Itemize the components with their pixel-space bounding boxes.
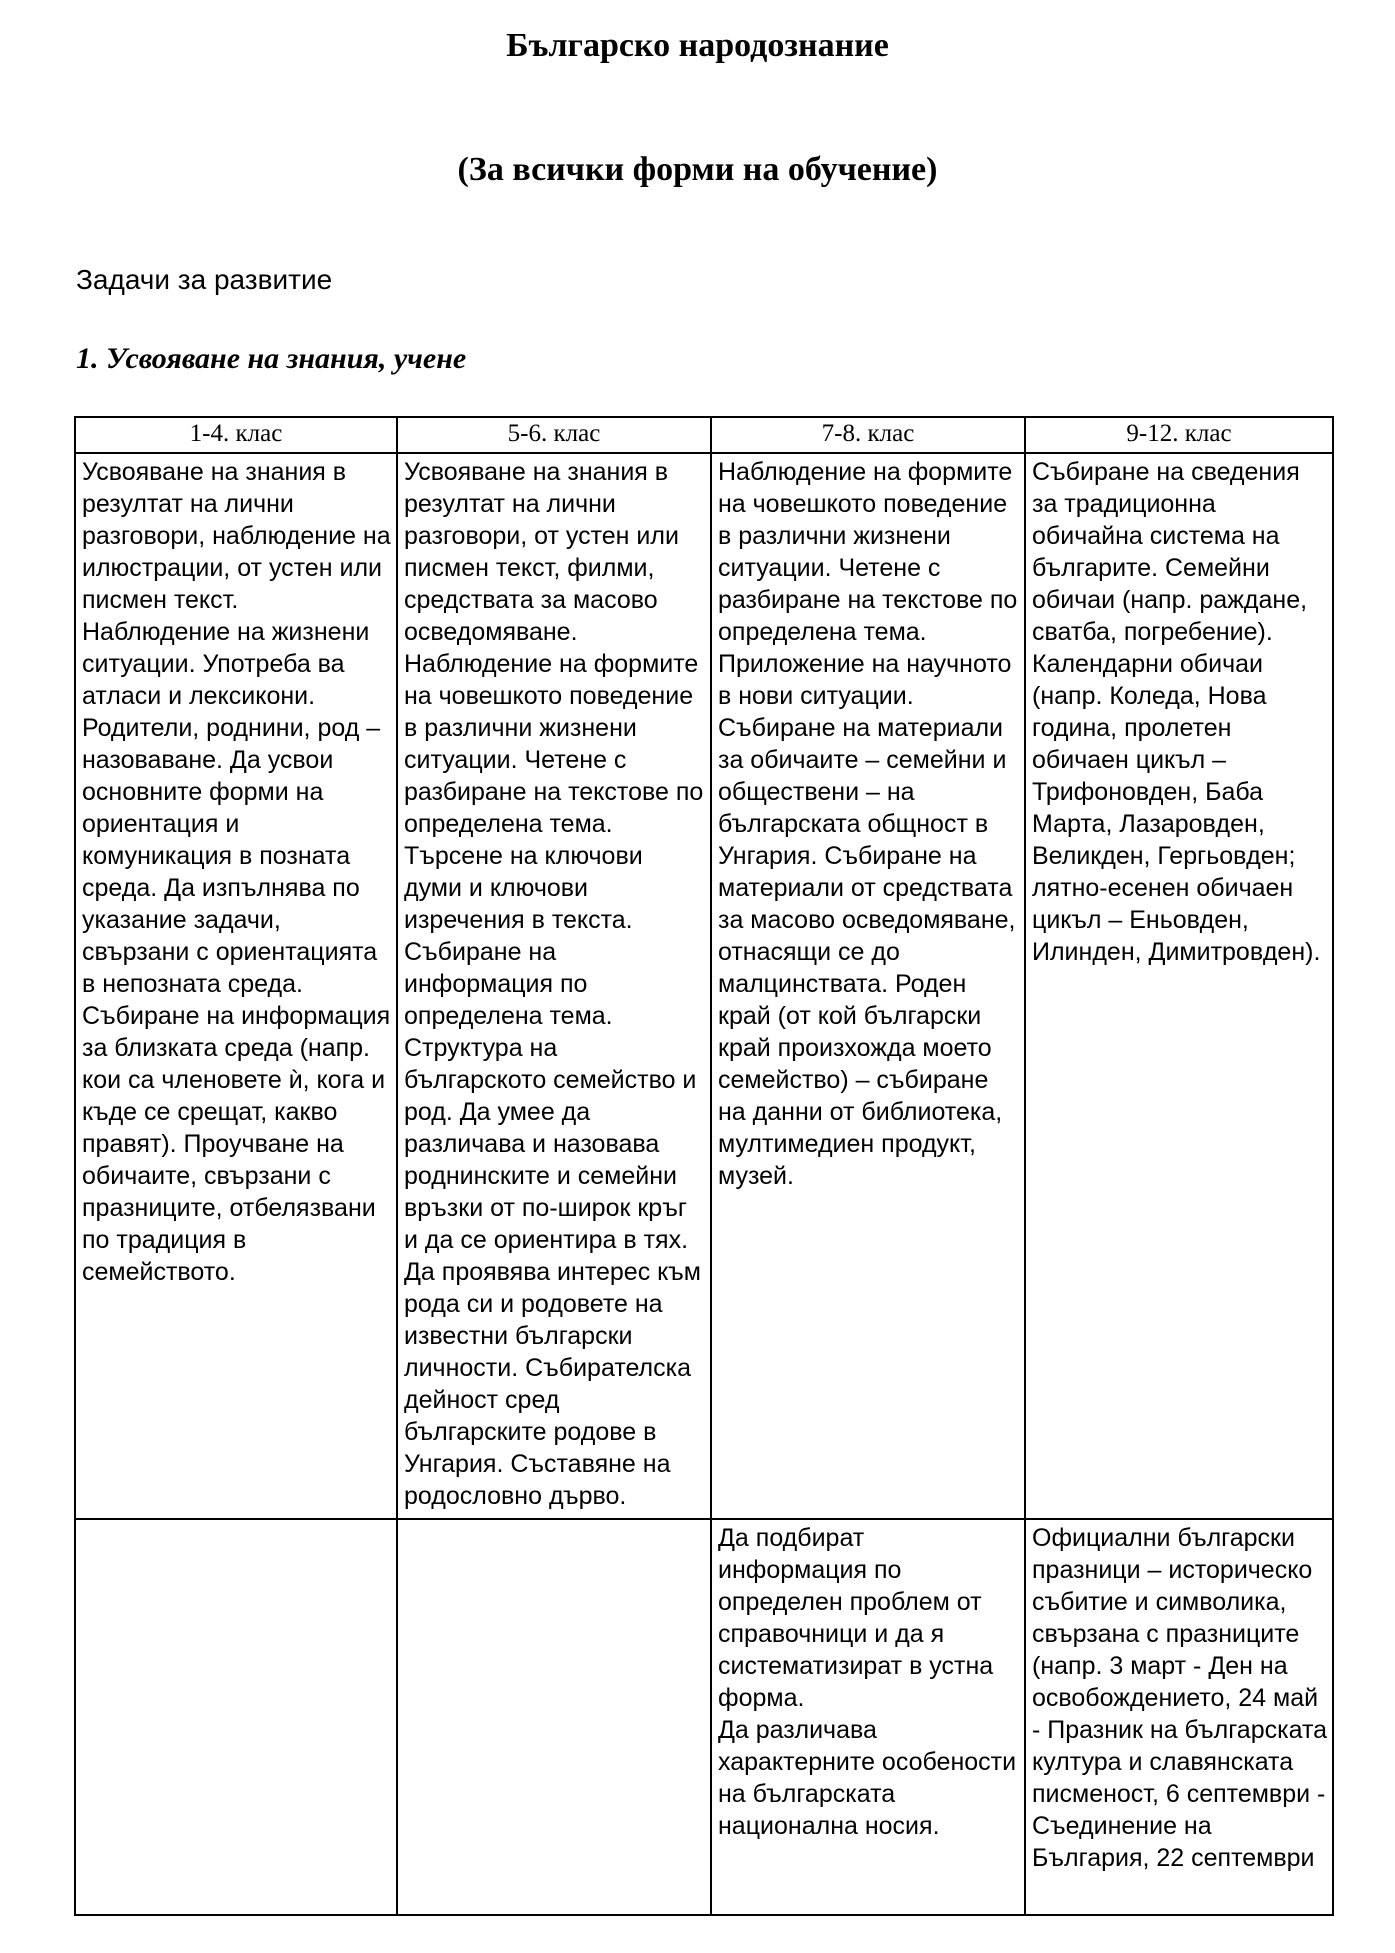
cell-grade-5-6 — [397, 1519, 711, 1915]
document-title: Българско народознание — [506, 27, 889, 64]
header-grade-1-4: 1-4. клас — [75, 417, 397, 453]
header-grade-5-6: 5-6. клас — [397, 417, 711, 453]
cell-grade-9-12: Събиране на сведения за традиционна обичайна система на българите. Семейни обичаи (напр. раждане, сватба, погребение). Календарни обичаи (напр. Коледа, Нова година, пролетен обичаен цикъл – Трифоновден, Баба Марта, Лазаровден, Великден, Гергьовден; лятно-есенен обичаен цикъл – Еньовден, Илинден, Димитровден). — [1025, 453, 1333, 1519]
cell-grade-1-4: Усвояване на знания в резултат на лични разговори, наблюдение на илюстрации, от устен или писмен текст. Наблюдение на жизнени ситуации. Употреба ва атласи и лексикони. Родители, роднини, род – назоваване. Да усвои основните форми на ориентация и комуникация в позната среда. Да изпълнява по указание задачи, свързани с ориентацията в непозната среда. Събиране на информация за близката среда (напр. кои са членовете ѝ, кога и къде се срещат, какво правят). Проучване на обичаите, свързани с празниците, отбелязвани по традиция в семейството. — [75, 453, 397, 1519]
cell-grade-7-8: Наблюдение на формите на човешкото поведение в различни жизнени ситуации. Четене с разбиране на текстове по определена тема. Приложение на научното в нови ситуации. Събиране на материали за обичаите – семейни и обществени – на българската общност в Унгария. Събиране на материали от средствата за масово осведомяване, отнасящи се до малцинствата. Роден край (от кой български край произхожда моето семейство) – събиране на данни от библиотека, мултимедиен продукт, музей. — [711, 453, 1025, 1519]
table-header-row — [75, 417, 1333, 453]
cell-grade-1-4 — [75, 1519, 397, 1915]
curriculum-table — [74, 416, 1334, 1916]
cell-grade-9-12: Официални български празници – историческо събитие и символика, свързана с празниците (напр. 3 март - Ден на освобождението, 24 май - Празник на българската култура и славянската писменост, 6 септември - Съединение на България, 22 септември — [1025, 1519, 1333, 1915]
header-grade-9-12: 9-12. клас — [1025, 417, 1333, 453]
document-subtitle: (За всички форми на обучение) — [457, 151, 938, 188]
section-label: Задачи за развитие — [76, 264, 333, 295]
table-row — [75, 1519, 1333, 1915]
table-row — [75, 453, 1333, 1519]
cell-grade-5-6: Усвояване на знания в резултат на лични разговори, от устен или писмен текст, филми, средствата за масово осведомяване. Наблюдение на формите на човешкото поведение в различни жизнени ситуации. Четене с разбиране на текстове по определена тема. Търсене на ключови думи и ключови изречения в текста. Събиране на информация по определена тема. Структура на българското семейство и род. Да умее да различава и назовава роднинските и семейни връзки от по-широк кръг и да се ориентира в тях. Да проявява интерес към рода си и родовете на известни български личности. Събирателска дейност сред българските родове в Унгария. Съставяне на родословно дърво. — [397, 453, 711, 1519]
header-grade-7-8: 7-8. клас — [711, 417, 1025, 453]
section-heading: 1. Усвояване на знания, учене — [76, 342, 467, 375]
cell-grade-7-8: Да подбират информация по определен проблем от справочници и да я систематизират в устна форма. Да различава характерните особености на българската национална носия. — [711, 1519, 1025, 1915]
